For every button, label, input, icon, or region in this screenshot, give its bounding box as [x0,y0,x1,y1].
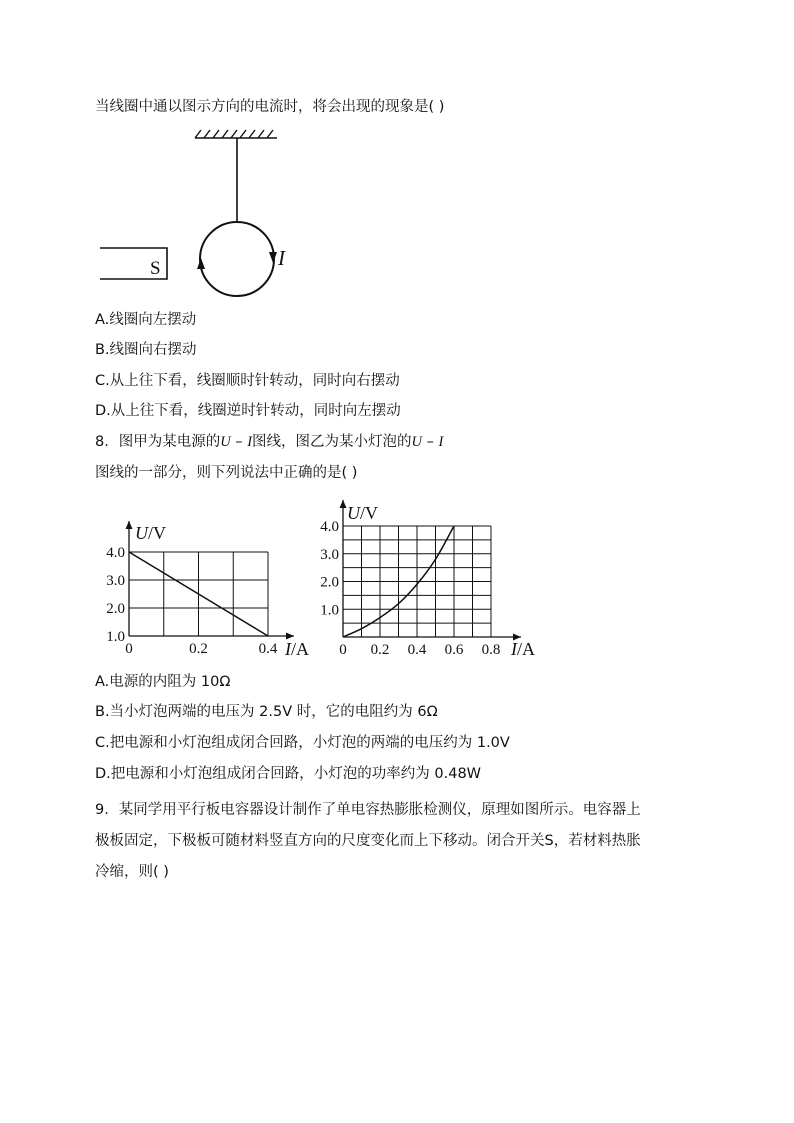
u-symbol: U [411,434,423,450]
y-axis-label: U/V [347,503,378,523]
q8-option-c: C.把电源和小灯泡组成闭合回路，小灯泡的两端的电压约为 1.0V [95,735,510,751]
q7-option-c: C.从上往下看，线圈顺时针转动，同时向右摆动 [95,373,400,389]
y-tick-label: 2.0 [106,601,125,617]
q8-stem-part: 8．图甲为某电源的 [95,434,221,450]
u-symbol: U [220,434,231,450]
hanging-coil-diagram [95,125,315,305]
q7-option-b: B.线圈向右摆动 [95,342,197,358]
q7-stem: 当线圈中通以图示方向的电流时，将会出现的现象是( ) [95,99,445,115]
x-tick-label: 0.2 [189,641,208,657]
x-tick-label: 0.6 [444,642,464,658]
y-tick-label: 3.0 [106,573,125,589]
y-tick-label: 1.0 [106,629,125,645]
x-axis-label: I/A [511,639,535,659]
current-arrow-right [269,252,277,263]
q7-option-a: A.线圈向左摆动 [95,312,197,328]
i-symbol: I [438,434,444,450]
magnet-pole-label: S [150,258,161,279]
q8-option-d: D.把电源和小灯泡组成闭合回路，小灯泡的功率约为 0.48W [95,766,482,782]
x-tick-label: 0 [125,641,133,657]
coil [200,222,274,296]
y-tick-label: 4.0 [106,545,125,561]
q9-line-3: 冷缩，则( ) [95,864,169,880]
y-axis-arrow [126,521,133,529]
x-tick-label: 0.2 [370,642,390,658]
y-axis-label: U/V [135,523,166,543]
dash: – [422,434,439,450]
q8-stem-line2: 图线的一部分，则下列说法中正确的是( ) [95,465,358,481]
current-label: I [278,246,285,270]
bulb-ui-chart [320,497,550,665]
x-axis-label: I/A [285,639,309,659]
ceiling-hatch [195,130,277,138]
y-tick-label: 4.0 [320,519,339,535]
q9-line-1: 9．某同学用平行板电容器设计制作了单电容热膨胀检测仪，原理如图所示。电容器上 [95,802,641,818]
x-tick-label: 0.4 [258,641,278,657]
current-arrow-left [197,258,205,269]
q9-line-2: 极板固定，下极板可随材料竖直方向的尺度变化而上下移动。闭合开关S，若材料热胀 [95,833,641,849]
y-axis-arrow [340,500,347,508]
y-tick-label: 2.0 [320,574,339,591]
dash: – [230,434,248,450]
q8-stem-part: 图线，图乙为某小灯泡的 [252,434,412,450]
q8-stem-line1 [95,432,443,452]
q7-option-d: D.从上往下看，线圈逆时针转动，同时向左摆动 [95,403,401,419]
source-ui-chart [95,515,309,665]
x-tick-label: 0 [339,642,347,658]
x-tick-label: 0.4 [407,642,427,658]
i-symbol: I [247,434,253,450]
q8-option-b: B.当小灯泡两端的电压为 2.5V 时，它的电阻约为 6Ω [95,704,438,720]
x-tick-label: 0.8 [481,642,501,658]
y-tick-label: 3.0 [320,546,339,563]
y-tick-label: 1.0 [320,602,339,619]
q8-option-a: A.电源的内阻为 10Ω [95,674,231,690]
